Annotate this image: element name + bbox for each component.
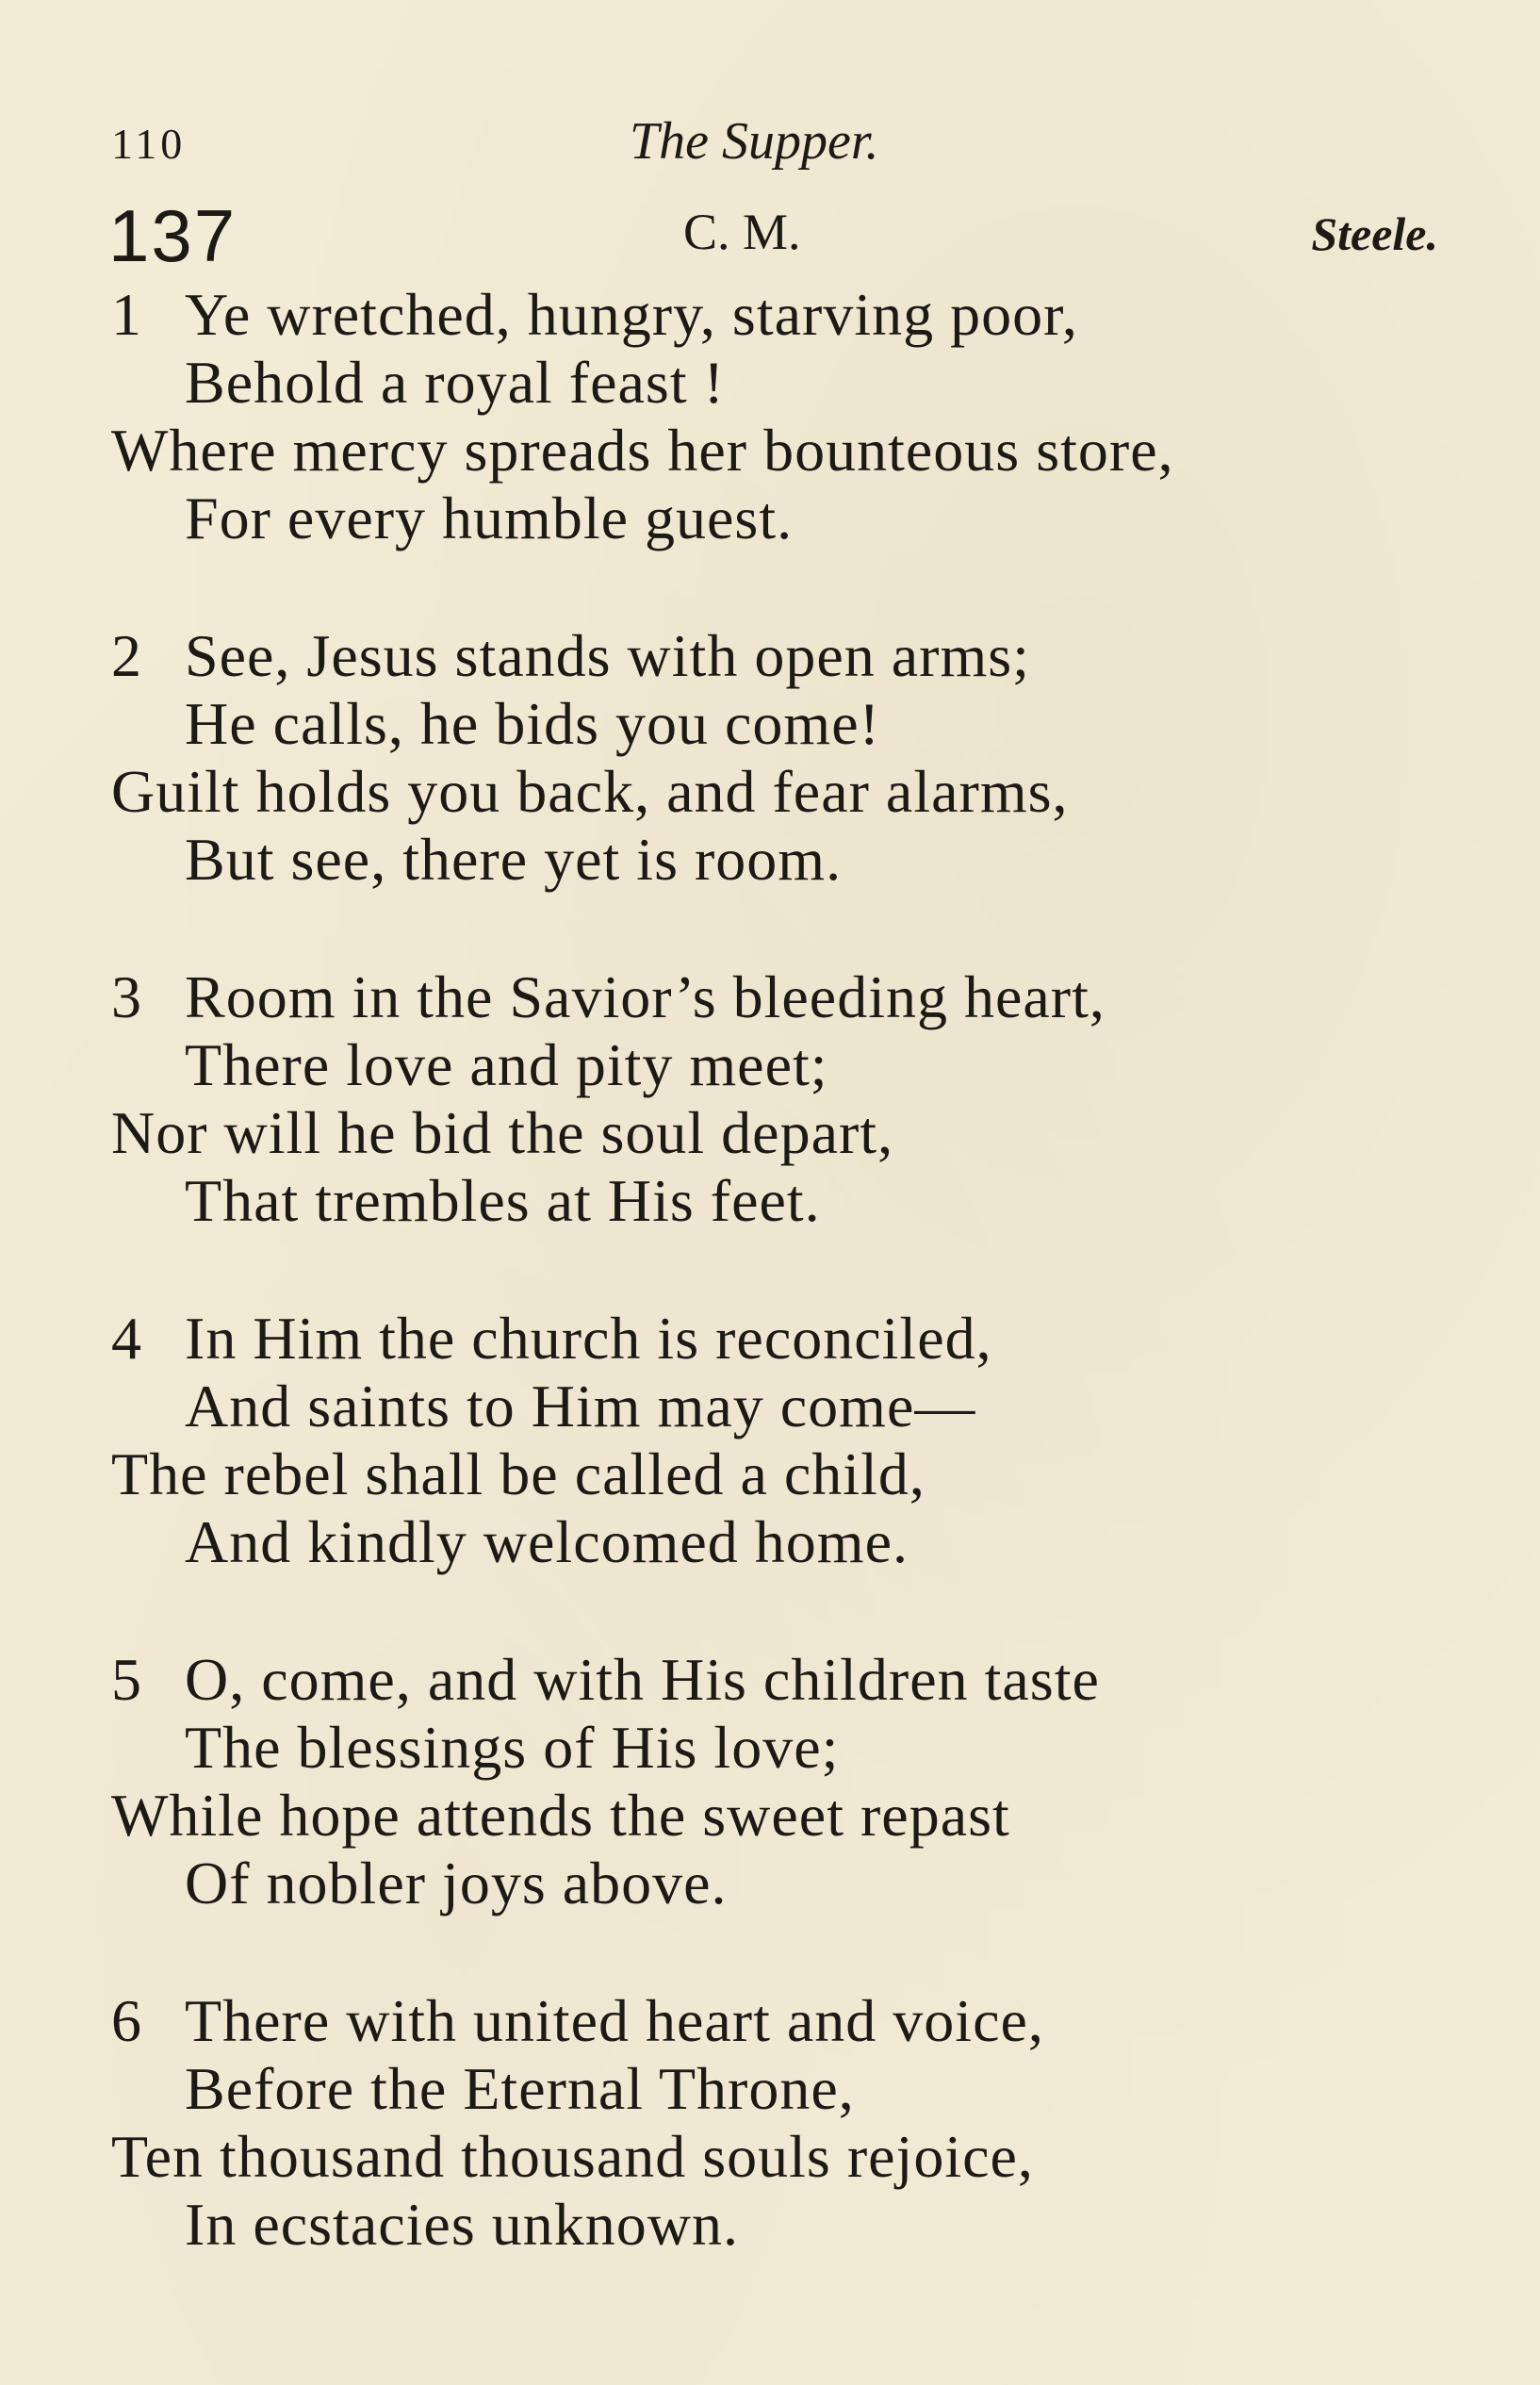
stanza-line	[111, 1305, 1450, 1373]
stanza-number: 3	[111, 963, 142, 1030]
page-header	[0, 111, 1540, 187]
hymn-text	[111, 281, 1450, 2328]
stanza-line: He calls, he bids you come!	[185, 690, 880, 757]
stanza-line: That trembles at His feet.	[185, 1167, 821, 1234]
stanza	[111, 1305, 1450, 1576]
hymn-number: 137	[108, 194, 238, 277]
stanza	[111, 1987, 1450, 2259]
hymn-author: Steele.	[1311, 207, 1438, 260]
running-title: The Supper.	[630, 112, 879, 171]
hymn-meter: C. M.	[683, 204, 801, 260]
stanza-number: 6	[111, 1987, 142, 2054]
stanza-line: Before the Eternal Throne,	[185, 2055, 855, 2122]
stanza-line	[111, 963, 1450, 1031]
stanza-line	[111, 1987, 1450, 2055]
stanza-line: Of nobler joys above.	[185, 1850, 728, 1916]
line-text: Room in the Savior’s bleeding heart,	[185, 963, 1106, 1030]
line-text: See, Jesus stands with open arms;	[185, 622, 1030, 689]
line-text: In Him the church is reconciled,	[185, 1305, 992, 1372]
line-text: O, come, and with His children taste	[185, 1646, 1100, 1713]
stanza-line: In ecstacies unknown.	[185, 2191, 739, 2258]
stanza-line: The rebel shall be called a child,	[111, 1440, 926, 1507]
stanza-line: The blessings of His love;	[185, 1714, 840, 1781]
stanza-line: Guilt holds you back, and fear alarms,	[111, 758, 1069, 825]
stanza-line	[111, 281, 1450, 349]
stanza-line: While hope attends the sweet repast	[111, 1782, 1010, 1849]
stanza-line: And kindly welcomed home.	[185, 1508, 909, 1575]
stanza-number: 2	[111, 622, 142, 689]
stanza-line	[111, 1646, 1450, 1714]
stanza-line	[111, 622, 1450, 690]
stanza-number: 1	[111, 281, 142, 348]
page-number: 110	[111, 120, 187, 168]
stanza-line: Nor will he bid the soul depart,	[111, 1099, 894, 1166]
stanza-line: There love and pity meet;	[185, 1031, 828, 1098]
stanza-line: But see, there yet is room.	[185, 826, 843, 893]
stanza-line: Where mercy spreads her bounteous store,	[111, 417, 1174, 484]
stanza-number: 4	[111, 1305, 142, 1372]
stanza-line: And saints to Him may come—	[185, 1373, 976, 1439]
line-text: There with united heart and voice,	[185, 1987, 1044, 2054]
stanza-line: Behold a royal feast !	[185, 349, 725, 416]
stanza-line: Ten thousand thousand souls rejoice,	[111, 2123, 1034, 2190]
stanza	[111, 281, 1450, 552]
stanza	[111, 1646, 1450, 1917]
stanza	[111, 963, 1450, 1235]
line-text: Ye wretched, hungry, starving poor,	[185, 281, 1078, 348]
stanza-number: 5	[111, 1646, 142, 1713]
stanza-line: For every humble guest.	[185, 485, 794, 551]
stanza	[111, 622, 1450, 894]
hymn-heading	[0, 193, 1540, 278]
